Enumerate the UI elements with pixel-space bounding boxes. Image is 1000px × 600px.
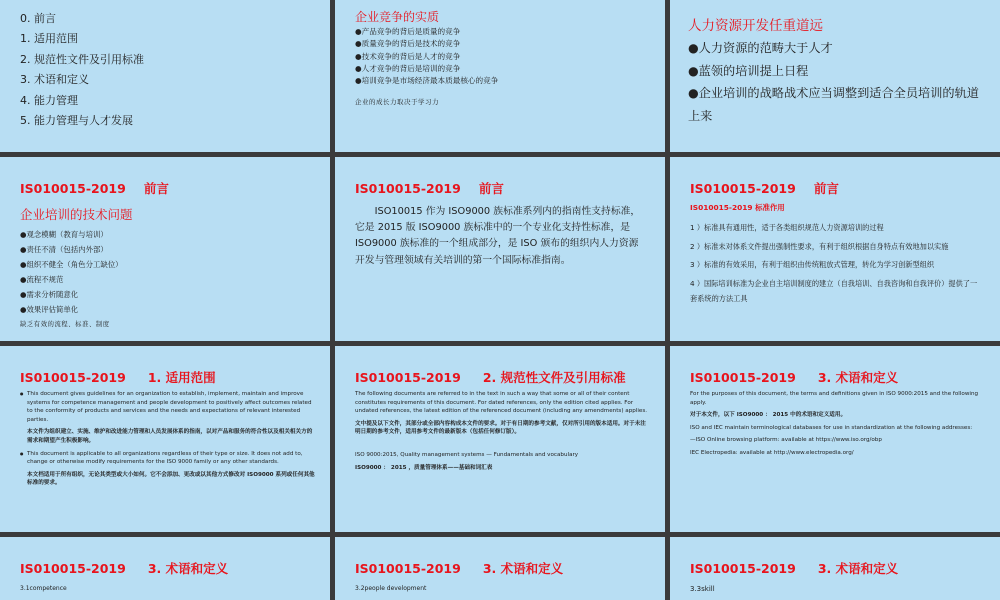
paragraph-cn: 文中提及以下文件，其部分或全部内容构成本文件的要求。对于有日期的参考文献，仅对所引用的版本适用。对于未注明日期的参考文件，适用参考文件的最新版本（包括任何修订版）。 — [355, 420, 646, 436]
list-item: 2 ）标准未对体系文件提出强制性要求，有利于组织根据自身特点有效地加以实施 — [690, 241, 949, 251]
slide-header — [690, 179, 990, 197]
slide-12-term-skill[interactable] — [670, 537, 1000, 600]
list-item: ●组织不健全（角色分工缺位） — [20, 260, 123, 270]
paragraph-en: ● This document gives guidelines for an organization to establish, implement, maintain and improve systems for competence management and people development to positively affect outcomes related to the conformity of products and services and the needs and expectations of relevant interested parties. — [20, 390, 316, 424]
toc-item: 0. 前言 — [20, 12, 56, 25]
bullet-list — [688, 37, 983, 127]
paragraph-en: The following documents are referred to in the text in such a way that some or all of their content constitutes requirements of this document. For dated references, only the edition cited applies. For undated references, the latest edition of the referenced document (including any amendments) applies. — [355, 391, 648, 415]
list-item: ●产品竞争的背后是质量的竞争 — [355, 27, 461, 36]
doc-code: IS010015-2019 — [355, 370, 461, 385]
doc-code: IS010015-2019 — [20, 181, 126, 196]
list-item: ●质量竞争的背后是技术的竞争 — [355, 39, 461, 49]
slide-subtitle: 企业培训的技术问题 — [20, 207, 133, 222]
section-title: 前言 — [143, 181, 169, 196]
doc-code: IS010015-2019 — [355, 181, 461, 196]
slide-body — [20, 390, 316, 492]
slide-title: 人力资源开发任重道远 — [688, 18, 823, 34]
list-item: 3 ）标准的有效采用，有利于组织由传统粗放式管理，转化为学习创新型组织 — [690, 260, 935, 269]
slide-header — [355, 179, 655, 197]
section-title: 前言 — [813, 181, 839, 196]
list-item: ●培训竞争是市场经济最本质最核心的竞争 — [355, 76, 499, 86]
paragraph-en: ISO 9000:2015, Quality management systems — Fundamentals and vocabulary — [355, 451, 579, 458]
slide-header — [690, 368, 990, 386]
list-item: ●技术竞争的背后是人才的竞争 — [355, 51, 461, 61]
slide-9-terms-definitions[interactable] — [670, 346, 1000, 532]
paragraph-en: —ISO Online browsing platform: available at https://www.iso.org/obp — [690, 437, 882, 444]
toc-item: 3. 术语和定义 — [20, 73, 89, 87]
slide-3-hr-development[interactable] — [670, 0, 1000, 152]
bullet-list — [355, 26, 498, 87]
bullet-list — [20, 227, 123, 318]
paragraph-cn: 本文件为组织建立、实施、维护和改进能力管理和人员发展体系的指南，以对产品和服务的符合性以及相关相关方的需求和期望产生积极影响。 — [27, 429, 313, 444]
slide-6-standard-role[interactable] — [670, 157, 1000, 341]
list-item: 4 ）国际培训标准为企业自主培训制度的建立（自我培训、自我咨询和自我评价）提供了一套系统的方法工具 — [690, 278, 978, 303]
slide-header — [690, 559, 990, 577]
list-item: ●观念模糊（教育与培训） — [20, 230, 108, 239]
list-item: ●蓝领的培训提上日程 — [688, 63, 809, 78]
list-item: ●企业培训的战略战术应当调整到适合全员培训的轨道上来 — [688, 86, 979, 123]
list-item: ●需求分析随意化 — [20, 290, 79, 300]
doc-code: IS010015-2019 — [690, 181, 796, 196]
slide-7-scope[interactable] — [0, 346, 330, 532]
slide-8-normative-references[interactable] — [335, 346, 665, 532]
slide-10-term-competence[interactable] — [0, 537, 330, 600]
section-title: 2. 规范性文件及引用标准 — [482, 370, 626, 385]
paragraph-cn: ISO9000 ： 2015 ，质量管理体系——基础和词汇表 — [355, 464, 493, 471]
slide-body — [690, 390, 986, 462]
doc-code: IS010015-2019 — [690, 561, 796, 576]
paragraph-cn: 本文档适用于所有组织，无论其类型或大小如何。它不会添加、更改或以其他方式修改对 ISO9000 系列或任何其他标准的要求。 — [27, 471, 315, 487]
paragraph-cn: 对于本文件，以下 ISO9000 ： 2015 中的术语和定义适用。 — [690, 412, 847, 419]
toc-item: 4. 能力管理 — [20, 93, 78, 107]
list-item: 1 ）标准具有通用性，适于各类组织规范人力资源培训的过程 — [690, 223, 884, 232]
paragraph-en: ISO and IEC maintain terminological databases for use in standardization at the following addresses: — [690, 424, 973, 431]
paragraph-en: ● This document is applicable to all organizations regardless of their type or size. It does not add to, change or otherwise modify requirements for the ISO 9000 family or any other standards. — [20, 450, 316, 467]
section-title: 3. 术语和定义 — [817, 370, 899, 385]
slide-5-foreword-text[interactable] — [335, 157, 665, 341]
doc-code: IS010015-2019 — [20, 561, 126, 576]
slide-header — [355, 559, 655, 577]
slide-2-enterprise-competition[interactable] — [335, 0, 665, 152]
slide-title: 企业竞争的实质 — [355, 10, 440, 24]
doc-code: IS010015-2019 — [690, 370, 796, 385]
numbered-list — [690, 220, 982, 310]
section-title: 3. 术语和定义 — [147, 561, 229, 576]
toc-item: 1. 适用范围 — [20, 32, 78, 46]
list-item: ●效果评估简单化 — [20, 305, 79, 315]
slide-header — [355, 368, 655, 386]
slide-footer: 企业的成长力取决于学习力 — [355, 98, 439, 106]
section-title: 前言 — [478, 181, 504, 196]
slide-header — [20, 559, 320, 577]
paragraph-en: For the purposes of this document, the terms and definitions given in ISO 9000:2015 and the following apply. — [690, 391, 979, 406]
list-item: ●流程不规范 — [20, 275, 64, 285]
list-item: ●责任不清（包括内外部） — [20, 245, 108, 255]
slide-footer: 缺乏有效的流程、标准、制度 — [20, 321, 110, 328]
section-title: 3. 术语和定义 — [482, 561, 564, 576]
slide-header — [20, 179, 320, 197]
list-item: ●人力资源的范畴大于人才 — [688, 41, 833, 55]
section-title: 3. 术语和定义 — [817, 561, 899, 576]
doc-code: IS010015-2019 — [20, 370, 126, 385]
toc-item: 5. 能力管理与人才发展 — [20, 114, 133, 128]
paragraph-en: IEC Electropedia: available at http://www.electropedia.org/ — [690, 449, 854, 456]
toc-list — [20, 9, 144, 131]
slide-subtitle: IS010015-2019 标准作用 — [690, 203, 785, 212]
term-entry: 3.2people development — [355, 585, 427, 592]
doc-code: IS010015-2019 — [355, 561, 461, 576]
list-item: ●人才竞争的背后是培训的竞争 — [355, 63, 461, 73]
slide-4-training-technical-issues[interactable] — [0, 157, 330, 341]
slide-11-term-people-development[interactable] — [335, 537, 665, 600]
term-entry: 3.3skill — [690, 585, 715, 593]
slide-body — [355, 390, 651, 476]
body-paragraph: ISO10015 作为 ISO9000 族标准系列内的指南性支持标准，它是 2015 版 ISO9000 族标准中的一个专业化支持性标准，是 ISO9000 族标准的一个组成部分，是 ISO 颁布的组织内人力资源开发与管理领域有关培训的第一个国际标准指南。 — [355, 206, 641, 266]
slide-1-table-of-contents[interactable] — [0, 0, 330, 152]
section-title: 1. 适用范围 — [147, 370, 216, 385]
slide-header — [20, 368, 320, 386]
term-entry: 3.1competence — [20, 585, 67, 592]
toc-item: 2. 规范性文件及引用标准 — [20, 52, 144, 66]
